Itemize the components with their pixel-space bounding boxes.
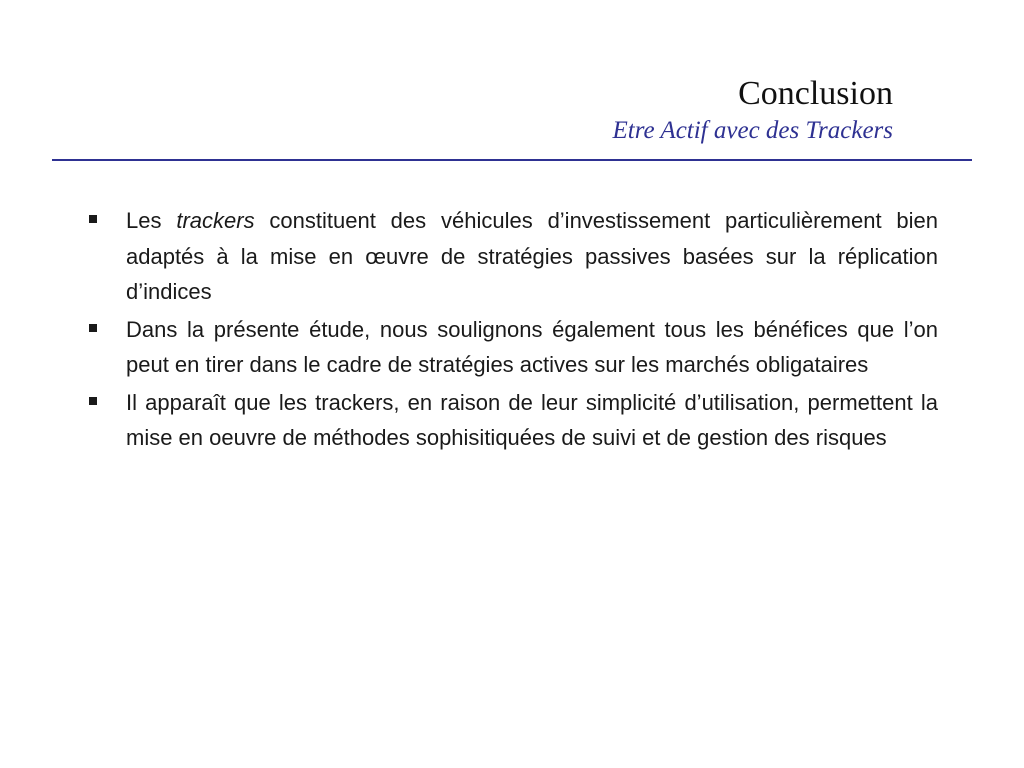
bullet-list bbox=[88, 203, 938, 458]
slide-subtitle: Etre Actif avec des Trackers bbox=[612, 117, 893, 144]
header-divider bbox=[52, 159, 972, 161]
bullet-item-risk-management bbox=[88, 385, 938, 456]
square-bullet-icon bbox=[89, 397, 97, 405]
bullet-text: Dans la présente étude, nous soulignons également tous les bénéfices que l’on peut en tirer dans le cadre de stratégies actives sur les marchés obligataires bbox=[126, 316, 938, 377]
bullet-text-before: Les bbox=[126, 208, 177, 233]
slide-header bbox=[613, 74, 893, 146]
square-bullet-icon bbox=[89, 324, 97, 332]
bullet-item-trackers bbox=[88, 203, 938, 310]
bullet-item-active-strategies bbox=[88, 312, 938, 383]
bullet-text-after: constituent des véhicules d’investissement particulièrement bien adaptés à la mise en œuvre de stratégies passives basées sur la réplication d’indices bbox=[126, 208, 938, 304]
bullet-text-emphasis: trackers bbox=[176, 208, 255, 233]
bullet-text: Il apparaît que les trackers, en raison de leur simplicité d’utilisation, permettent la mise en oeuvre de méthodes sophisitiquées de suivi et de gestion des risques bbox=[126, 389, 938, 450]
square-bullet-icon bbox=[89, 215, 97, 223]
slide-title: Conclusion bbox=[738, 75, 893, 112]
